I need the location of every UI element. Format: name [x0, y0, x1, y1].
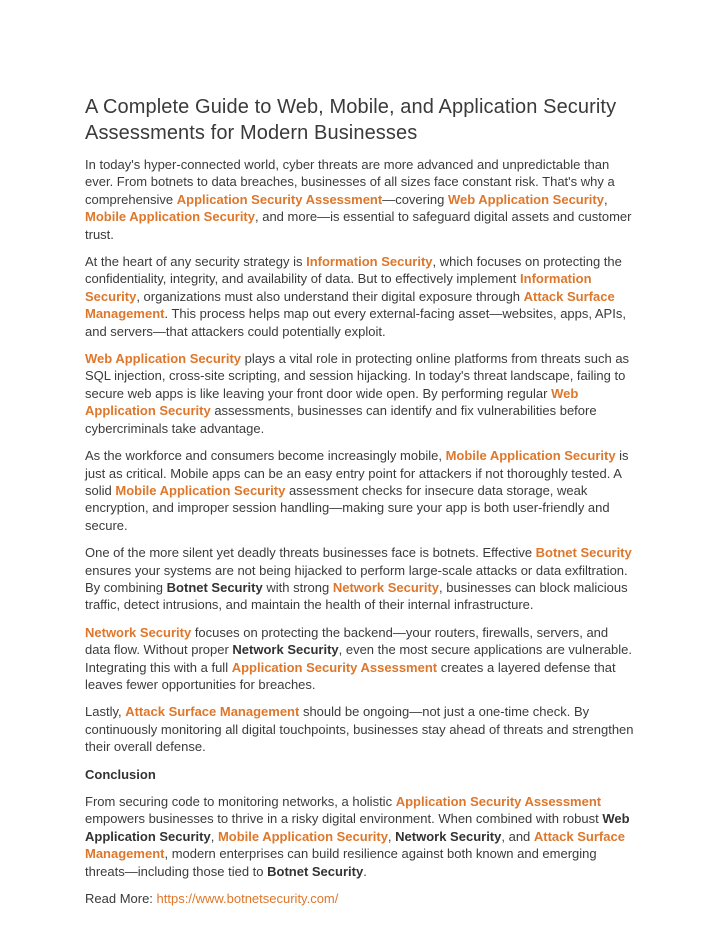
text-segment: should be ongoing—not just a one-time check. By continuously monitoring all digital touchpoints, businesses stay ahead of threats and strengthen their overall defense.: [85, 704, 634, 755]
text-segment: , and: [501, 828, 534, 844]
text-segment: is just as critical. Mobile apps can be an easy entry point for attackers if not thoroughly tested. A solid: [85, 448, 629, 498]
text-segment: ensures your systems are not being hijacked to perform large-scale attacks or data exfiltration. By combining: [85, 562, 628, 595]
page-title: A Complete Guide to Web, Mobile, and Application Security Assessments for Modern Businesses: [85, 96, 617, 144]
paragraph: [85, 253, 635, 340]
text-segment: One of the more silent yet deadly threats businesses face is botnets. Effective: [85, 545, 536, 561]
keyword-highlight: Web Application Security: [85, 351, 242, 367]
text-segment: . This process helps map out every external-facing asset—websites, apps, APIs, and servers—that attackers could potentially exploit.: [85, 306, 626, 339]
paragraph: [85, 793, 635, 880]
text-segment: , and more—is essential to safeguard digital assets and customer trust.: [85, 209, 632, 242]
paragraph: [85, 624, 635, 694]
keyword-highlight: Information Security: [306, 254, 433, 270]
keyword-highlight: Web Application Security: [447, 191, 604, 207]
section-heading: [85, 766, 635, 783]
paragraph: [85, 890, 635, 907]
keyword-highlight: Mobile Application Security: [217, 828, 388, 844]
text-segment: At the heart of any security strategy is: [85, 254, 307, 270]
text-segment: plays a vital role in protecting online platforms from threats such as SQL injection, cross-site scripting, and session hijacking. In today's threat landscape, failing to secure web apps is like leaving your front door wide open. By performing regular: [85, 351, 630, 401]
text-segment: —covering: [382, 191, 448, 207]
keyword-highlight: Information Security: [85, 271, 592, 304]
keyword-highlight: Network Security: [85, 624, 192, 640]
text-segment: , which focuses on protecting the confidentiality, integrity, and availability of data. But to effectively implement: [85, 254, 622, 287]
bold-text: Network Security: [232, 642, 339, 658]
text-segment: Conclusion: [85, 766, 156, 782]
paragraph: [85, 350, 635, 437]
keyword-highlight: Attack Surface Management: [125, 704, 300, 720]
text-segment: ,: [210, 828, 218, 844]
text-segment: From securing code to monitoring networks, a holistic: [85, 794, 396, 809]
text-segment: empowers businesses to thrive in a risky digital environment. When combined with robust: [85, 811, 603, 827]
text-segment: assessments, businesses can identify and fix vulnerabilities before cybercriminals take advantage.: [85, 403, 597, 436]
keyword-highlight: Application Security Assessment: [231, 659, 438, 675]
bold-text: Web Application Security: [85, 811, 630, 844]
text-segment: As the workforce and consumers become increasingly mobile,: [85, 448, 446, 464]
text-segment: , organizations must also understand their digital exposure through: [136, 288, 524, 304]
bold-text: Botnet Security: [166, 579, 263, 595]
text-segment: In today's hyper-connected world, cyber threats are more advanced and unpredictable than ever. From botnets to data breaches, businesses of all sizes face constant risk. That's why a comprehensive: [85, 157, 615, 207]
text-segment: .: [363, 863, 367, 879]
paragraph: [85, 156, 635, 243]
bold-text: Botnet Security: [267, 863, 364, 879]
keyword-highlight: Attack Surface Management: [85, 828, 625, 862]
paragraph: [85, 703, 635, 755]
keyword-highlight: Mobile Application Security: [445, 448, 616, 464]
text-segment: , even the most secure applications are vulnerable. Integrating this with a full: [85, 642, 633, 675]
keyword-highlight: Mobile Application Security: [85, 209, 255, 225]
text-segment: with strong: [262, 579, 333, 595]
keyword-highlight: Application Security Assessment: [395, 794, 602, 809]
text-segment: ,: [603, 191, 608, 207]
read-more-link[interactable]: https://www.botnetsecurity.com/: [156, 891, 339, 907]
bold-text: Network Security: [395, 828, 502, 844]
paragraph: [85, 544, 635, 614]
text-segment: , businesses can block malicious traffic, detect intrusions, and maintain the health of their internal infrastructure.: [85, 579, 628, 613]
text-segment: ,: [387, 828, 396, 844]
document-body: [85, 156, 635, 907]
paragraph: [85, 447, 635, 534]
text-segment: Lastly,: [85, 704, 126, 720]
text-segment: focuses on protecting the backend—your routers, firewalls, servers, and data flow. Without proper: [85, 624, 609, 658]
text-segment: assessment checks for insecure data storage, weak encryption, and improper session handling—making sure your app is both user-friendly and secure.: [85, 482, 610, 533]
keyword-highlight: Mobile Application Security: [115, 482, 286, 498]
text-segment: Read More:: [85, 891, 157, 907]
text-segment: creates a layered defense that leaves fewer opportunities for breaches.: [85, 659, 616, 692]
keyword-highlight: Botnet Security: [535, 545, 632, 561]
keyword-highlight: Attack Surface Management: [85, 288, 615, 322]
keyword-highlight: Application Security Assessment: [176, 191, 383, 207]
keyword-highlight: Web Application Security: [85, 385, 579, 419]
text-segment: , modern enterprises can build resilience against both known and emerging threats—including those tied to: [85, 846, 597, 879]
keyword-highlight: Network Security: [332, 579, 440, 595]
